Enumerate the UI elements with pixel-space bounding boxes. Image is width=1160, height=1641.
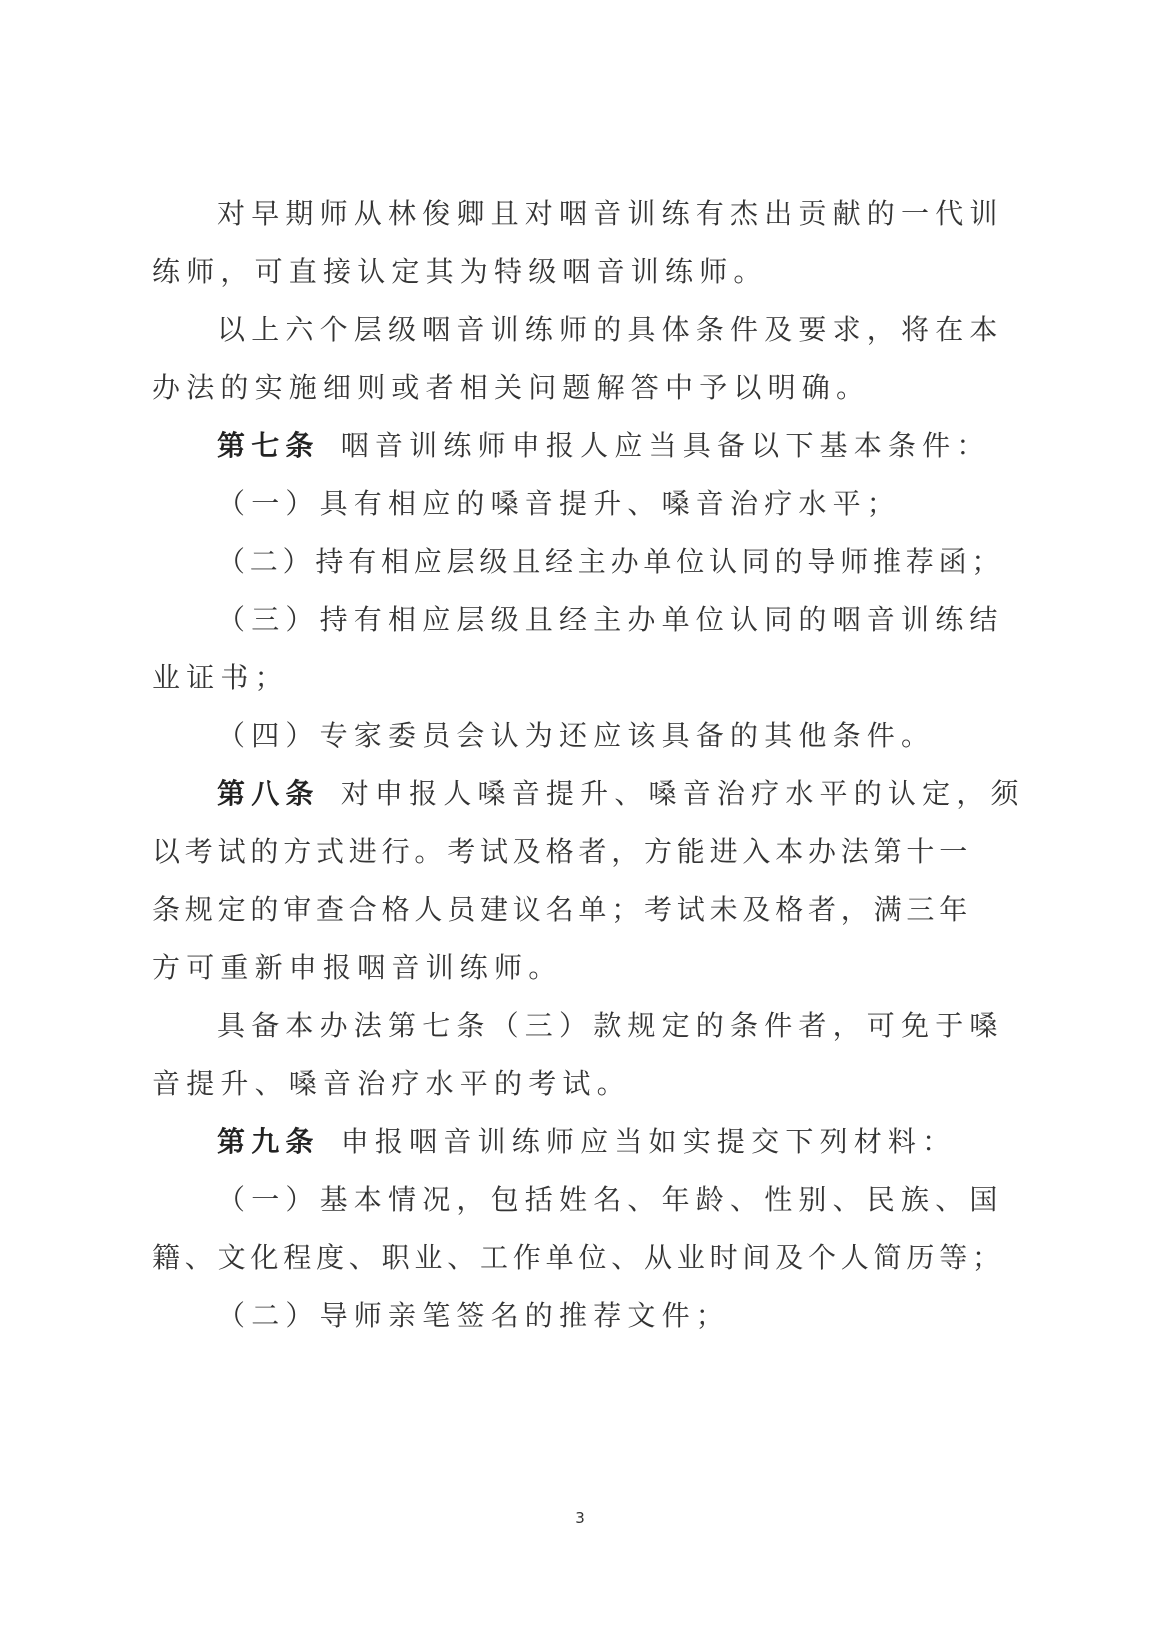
text-line-20	[217, 1296, 730, 1336]
text-line-7	[217, 542, 1004, 582]
line-text: 具备本办法第七条（三）款规定的条件者，可免于嗓	[217, 1009, 1004, 1042]
text-line-4	[152, 368, 870, 408]
line-text: 籍、文化程度、职业、工作单位、从业时间及个人简历等；	[152, 1241, 1005, 1274]
line-text: 咽音训练师申报人应当具备以下基本条件：	[340, 429, 991, 462]
line-text: 音提升、嗓音治疗水平的考试。	[152, 1067, 631, 1100]
article-8-heading-line	[217, 774, 1025, 814]
text-line-10	[217, 716, 935, 756]
line-text: 以考试的方式进行。考试及格者，方能进入本办法第十一	[152, 835, 973, 868]
article-heading: 第八条	[217, 777, 320, 810]
article-heading: 第九条	[217, 1125, 320, 1158]
text-line-1	[217, 194, 1004, 234]
line-text: 条规定的审查合格人员建议名单；考试未及格者，满三年	[152, 893, 973, 926]
line-text: 练师，可直接认定其为特级咽音训练师。	[152, 255, 768, 288]
text-line-12	[152, 832, 972, 872]
text-line-2	[152, 252, 768, 292]
text-line-13	[152, 890, 972, 930]
line-text: 对申报人嗓音提升、嗓音治疗水平的认定，须	[340, 777, 1025, 810]
line-text: （四）专家委员会认为还应该具备的其他条件。	[217, 719, 936, 752]
text-line-8	[217, 600, 1004, 640]
text-line-6	[217, 484, 901, 524]
line-text: 对早期师从林俊卿且对咽音训练有杰出贡献的一代训	[217, 197, 1004, 230]
article-7-heading-line	[217, 426, 991, 466]
line-text: （二）持有相应层级且经主办单位认同的导师推荐函；	[217, 545, 1005, 578]
text-line-18	[217, 1180, 1004, 1220]
line-text: （二）导师亲笔签名的推荐文件；	[217, 1299, 731, 1332]
text-line-9	[152, 658, 289, 698]
line-text: （一）基本情况，包括姓名、年龄、性别、民族、国	[217, 1183, 1004, 1216]
text-line-16	[152, 1064, 631, 1104]
text-line-19	[152, 1238, 1005, 1278]
text-line-14	[152, 948, 562, 988]
article-9-heading-line	[217, 1122, 956, 1162]
line-text: （一）具有相应的嗓音提升、嗓音治疗水平；	[217, 487, 902, 520]
article-heading: 第七条	[217, 429, 320, 462]
text-line-3	[217, 310, 1004, 350]
line-text: 办法的实施细则或者相关问题解答中予以明确。	[152, 371, 871, 404]
text-line-15	[217, 1006, 1004, 1046]
line-text: 方可重新申报咽音训练师。	[152, 951, 563, 984]
line-text: 申报咽音训练师应当如实提交下列材料：	[340, 1125, 957, 1158]
line-text: 以上六个层级咽音训练师的具体条件及要求，将在本	[217, 313, 1004, 346]
page-number: 3	[575, 1509, 585, 1527]
line-text: 业证书；	[152, 661, 289, 694]
line-text: （三）持有相应层级且经主办单位认同的咽音训练结	[217, 603, 1004, 636]
